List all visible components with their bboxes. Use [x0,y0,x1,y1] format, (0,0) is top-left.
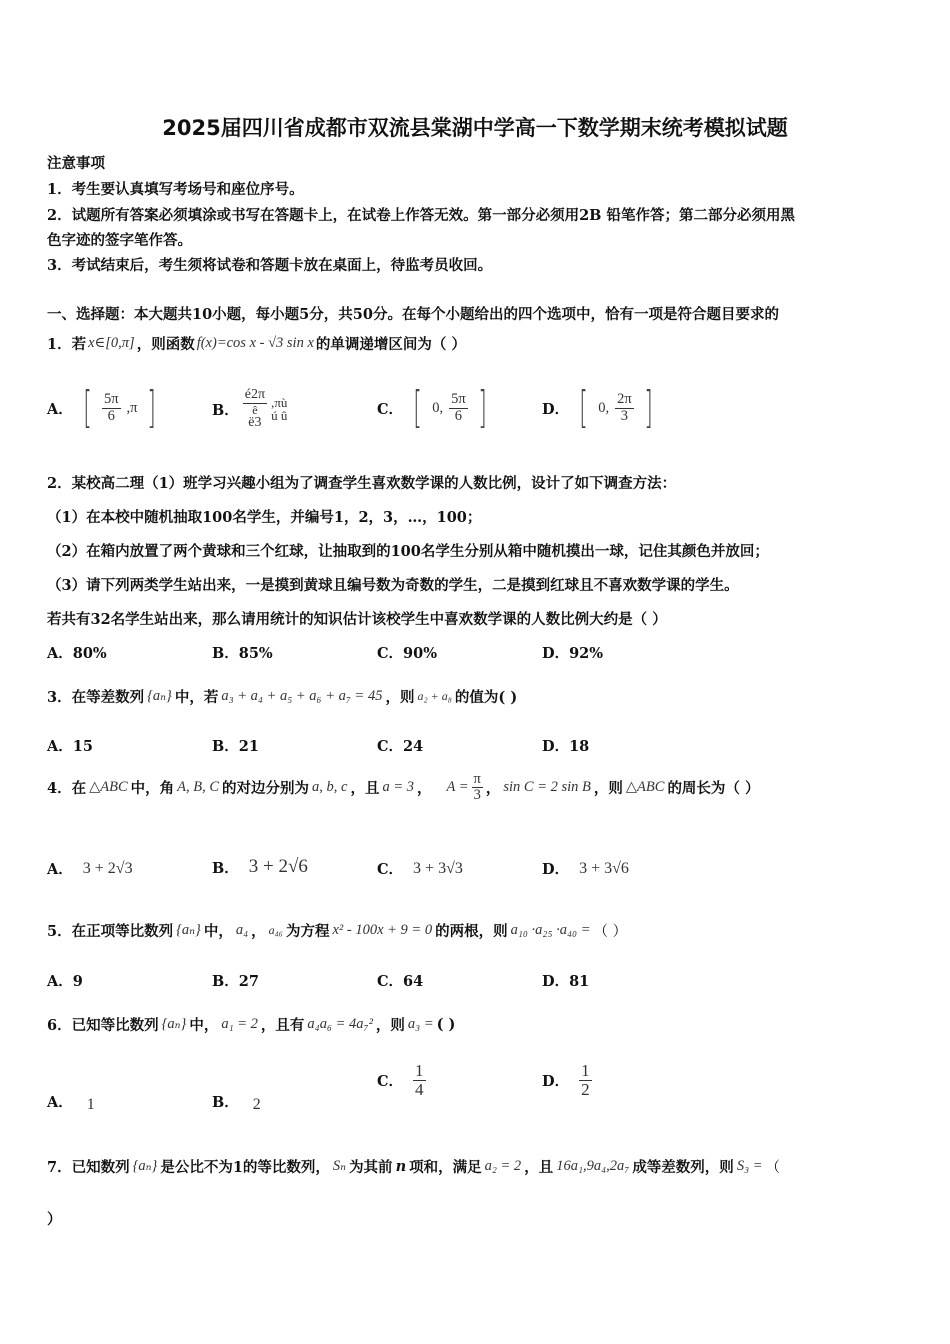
q3-text: 中，若 [174,689,219,706]
q6-relation: a₄a₆ = 4a₇² [307,1016,373,1032]
q7-close-paren: ） [47,1211,62,1228]
q5-num: 5．在正项等比数列 [47,923,174,940]
q1-text: 的单调递增区间为（ ） [315,336,466,353]
q7-sum: Sₙ [332,1158,347,1174]
option-label: B． [212,1093,239,1111]
fraction: $\frac{5\pi}{6}$ [451,391,466,424]
option-tail: ,π [126,399,138,416]
q1-condition: x∈[0,π] [88,335,135,351]
option-value: 3 + 2√6 [248,856,308,877]
right-bracket: ] [477,382,487,433]
q5-option-a[interactable]: A．9 [47,973,83,990]
q7-sequence: {aₙ} [132,1158,158,1174]
q3-text: ，则 [385,689,415,706]
q6-num: 6．已知等比数列 [47,1017,159,1034]
question-7 [47,1156,780,1177]
q6-option-a[interactable] [47,1088,95,1114]
option-label: D． [542,861,570,878]
q3-target: a₂ + a₈ [417,689,452,703]
option-lead: 0, [432,399,444,416]
q2-option-c[interactable]: C．90% [377,645,437,662]
q6-option-d[interactable] [542,1062,592,1099]
q4-option-d[interactable] [542,858,629,879]
q5-equation: x² - 100x + 9 = 0 [332,922,433,938]
fraction: $\frac{2\pi}{3}$ [617,391,632,424]
q4-side-a: a = 3 [382,779,415,796]
q4-text: ， [417,780,432,798]
q5-blank: （ ） [593,924,628,940]
q7-blank: （ [765,1160,781,1176]
question-2-ask: 若共有32名学生站出来，那么请用统计的知识估计该校学生中喜欢数学课的人数比例大约是（ ） [47,611,667,628]
section-heading: 一、选择题：本大题共10小题，每小题5分，共50分。在每个小题给出的四个选项中，恰有一项是符合题目要求的 [47,306,779,323]
q5-option-b[interactable]: B．27 [212,973,259,990]
q5-text: 为方程 [285,923,330,940]
q4-text: ，则 [593,780,623,798]
q7-text: 为其前 [349,1159,393,1176]
question-1 [47,333,466,354]
q6-option-b[interactable] [212,1088,261,1114]
q1-option-c[interactable] [377,382,491,433]
question-2-step: （1）在本校中随机抽取100名学生，并编号1，2，3，…，100； [47,509,482,526]
q7-text: 项和，满足 [409,1159,482,1176]
q4-num: 4．在 [47,780,87,798]
q2-option-a[interactable]: A．80% [47,645,107,662]
right-bracket: ] [147,382,157,433]
question-2-step: （2）在箱内放置了两个黄球和三个红球，让抽取到的100名学生分别从箱中随机摸出一球，记住其颜色并放回； [47,543,769,560]
option-value: 3 + 3√6 [579,859,629,877]
option-label: A． [47,861,73,878]
q4-sides: a, b, c [312,779,348,796]
q7-num: 7．已知数列 [47,1159,130,1176]
question-3 [47,686,517,707]
q3-num: 3．在等差数列 [47,689,145,706]
q7-text: 成等差数列，则 [632,1159,734,1176]
q4-option-b[interactable] [212,856,308,878]
q1-option-d[interactable] [542,382,657,433]
question-6 [47,1014,455,1035]
option-value: 1 [86,1096,95,1113]
fraction: é2π ê ë3 [244,387,266,431]
q6-target: a₃ = [407,1016,434,1032]
q4-text: 的周长为（ ） [667,780,760,798]
q4-triangle: △ABC [89,779,128,796]
q1-option-a[interactable] [47,382,161,433]
q5-text: ， [251,923,266,940]
q4-text: ，且 [350,780,380,798]
q6-text: ( ) [436,1016,456,1033]
q7-text: ，且 [524,1159,554,1176]
notice-item: 3．考试结束后，考生须将试卷和答题卡放在桌面上，待监考员收回。 [47,257,493,274]
q4-option-c[interactable] [377,858,463,879]
left-bracket: [ [579,382,588,433]
option-label: C． [377,1072,404,1090]
q4-text: ， [485,780,501,798]
q5-term: a₄ [235,922,249,938]
q3-option-a[interactable]: A．15 [47,738,93,755]
q3-condition: a₃ + a₄ + a₅ + a₆ + a₇ = 45 [221,688,383,704]
q1-function: f(x)=cos x - √3 sin x [196,335,314,351]
q5-text: 的两根，则 [435,923,508,940]
left-bracket: [ [83,382,92,433]
q4-option-a[interactable] [47,858,133,879]
q1-num: 1．若 [47,336,87,353]
q1-option-b[interactable] [212,388,287,431]
fraction: $\frac{1}{4}$ [415,1061,424,1099]
option-label: A． [47,1093,73,1111]
q3-option-c[interactable]: C．24 [377,738,424,755]
q4-text: 的对边分别为 [222,780,310,798]
question-2-stem: 2．某校高二理（1）班学习兴趣小组为了调查学生喜欢数学课的人数比例，设计了如下调查方法： [47,475,677,492]
fraction: $\frac{5\pi}{6}$ [103,391,119,424]
left-bracket: [ [413,382,422,433]
option-label: D． [542,1072,570,1090]
notice-item: 2．试题所有答案必须填涂或书写在答题卡上，在试卷上作答无效。第一部分必须用2B 铅笔作答；第二部分必须用黑 [47,207,795,224]
option-tail: ,πù ú û [271,394,288,424]
page-title: 2025届四川省成都市双流县棠湖中学高一下数学期末统考模拟试题 [162,116,788,140]
q2-option-d[interactable]: D．92% [542,645,604,662]
q5-option-d[interactable]: D．81 [542,973,590,990]
q1-text: ，则函数 [136,336,195,353]
q5-product: a₁₀ ·a₂₅ ·a₄₀ = [510,922,591,938]
q6-sequence: {aₙ} [161,1016,187,1032]
option-value: 2 [252,1096,261,1113]
q6-text: ，且有 [260,1017,305,1034]
right-bracket: ] [643,382,653,433]
q4-angles: A, B, C [177,779,220,796]
fraction: $\frac{1}{2}$ [581,1061,590,1099]
q4-triangle: △ABC [625,779,665,796]
q7-text: 是公比不为1的等比数列， [160,1159,330,1176]
option-label: D． [542,400,570,418]
fraction: $\frac{\pi}{3}$ [473,771,481,804]
option-label: B． [212,401,239,419]
q7-target: S₃ = [736,1158,763,1174]
option-label: C． [377,400,404,418]
q5-sequence: {aₙ} [176,922,201,938]
option-lead: 0, [598,399,610,416]
q7-n: n [395,1158,407,1175]
option-label: B． [212,859,239,877]
q2-option-b[interactable]: B．85% [212,645,273,662]
option-label: C． [377,861,404,878]
option-value: 3 + 3√3 [413,859,463,877]
q3-option-d[interactable]: D．18 [542,738,590,755]
q5-term: a₄₆ [268,923,283,937]
notice-heading: 注意事项 [47,155,105,172]
option-label: A． [47,400,73,418]
q7-terms: 16a₁,9a₄,2a₇ [556,1158,630,1174]
q4-angle-a: A = [446,779,469,796]
question-2-step: （3）请下列两类学生站出来，一是摸到黄球且编号数为奇数的学生，二是摸到红球且不喜欢数学课的学生。 [47,577,739,594]
notice-item: 色字迹的签字笔作答。 [47,232,192,249]
q6-text: 中， [189,1017,219,1034]
question-5 [47,920,627,941]
q6-first-term: a₁ = 2 [221,1016,258,1032]
q4-sine-relation: sin C = 2 sin B [503,779,591,796]
notice-item: 1．考生要认真填写考场号和座位序号。 [47,181,304,198]
q6-text: ，则 [375,1017,405,1034]
question-4 [47,772,760,803]
q3-text: 的值为( ) [454,689,518,706]
q4-text: 中，角 [130,780,175,798]
q7-second-term: a₂ = 2 [484,1158,522,1174]
q5-text: 中， [203,923,233,940]
q5-option-c[interactable]: C．64 [377,973,424,990]
option-value: 3 + 2√3 [82,859,133,877]
q3-sequence: {aₙ} [147,688,172,704]
q3-option-b[interactable]: B．21 [212,738,259,755]
q6-option-c[interactable] [377,1062,426,1099]
